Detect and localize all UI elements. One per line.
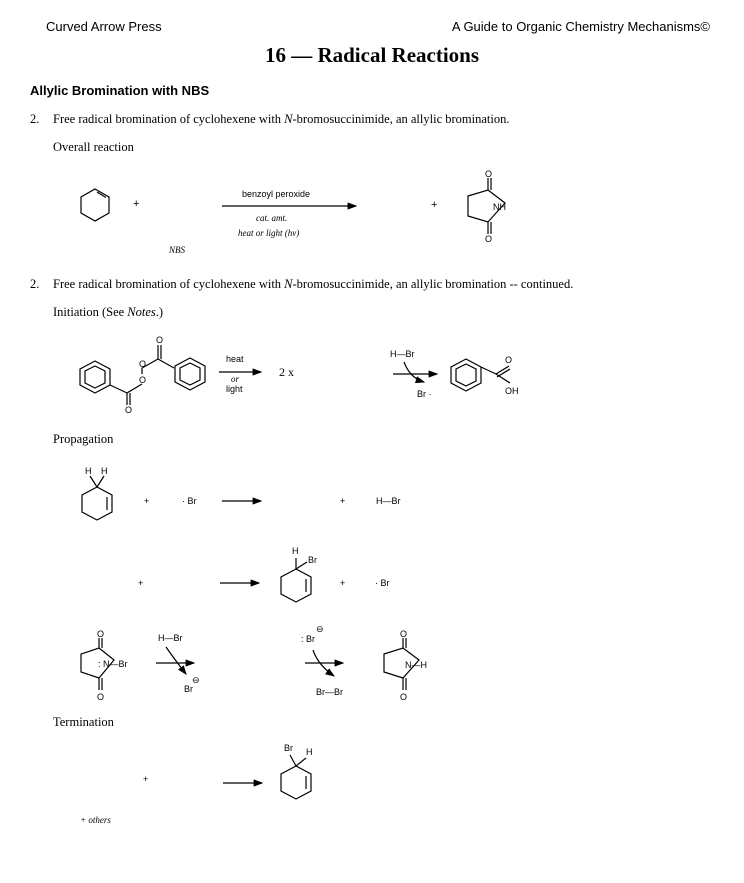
- atom-br: Br: [284, 743, 293, 753]
- cyclohexene-structure: [81, 189, 109, 221]
- benzoic-acid-structure: [451, 359, 510, 391]
- atom-o: O: [485, 234, 493, 244]
- atom-h: H: [85, 466, 92, 476]
- problem-1-text-italic: N: [284, 112, 293, 126]
- problem-1-text-b: -bromosuccinimide, an allylic bromination.: [292, 112, 510, 126]
- br-anion: : Br: [301, 634, 316, 644]
- problem-2-text-b: -bromosuccinimide, an allylic bromination -- continued.: [292, 277, 574, 291]
- initiation-text-a: Initiation (See: [53, 305, 128, 319]
- plus-sign: +: [143, 774, 149, 784]
- atom-o: O: [97, 692, 105, 702]
- atom-o: O: [97, 629, 105, 639]
- nbs-label: NBS: [169, 245, 186, 255]
- propagation-heading: Propagation: [53, 432, 114, 446]
- or-label: or: [231, 374, 240, 384]
- atom-o: O: [400, 692, 408, 702]
- hbr-label: H—Br: [390, 349, 415, 359]
- header-book-title: A Guide to Organic Chemistry Mechanisms©: [451, 19, 710, 34]
- plus-sign: +: [340, 496, 346, 506]
- initiation-text-b: .): [155, 305, 164, 319]
- atom-o: O: [400, 629, 408, 639]
- plus-sign: +: [340, 578, 346, 588]
- bromocyclohexene-structure: [281, 558, 311, 602]
- br-radical: Br ·: [417, 389, 432, 399]
- br-radical: · Br: [375, 578, 390, 588]
- minus-charge: ⊖: [316, 624, 324, 634]
- plus-sign: +: [133, 198, 140, 210]
- hbr-label: H—Br: [158, 633, 183, 643]
- atom-br: Br: [184, 684, 193, 694]
- termination-heading: Termination: [53, 715, 114, 729]
- minus-charge: ⊖: [192, 675, 200, 685]
- atom-o: O: [485, 169, 493, 179]
- atom-o: O: [139, 359, 147, 369]
- atom-oh: OH: [505, 386, 519, 396]
- section-title: Allylic Bromination with NBS: [30, 83, 210, 98]
- atom-nh: NH: [493, 202, 506, 212]
- atom-o: O: [139, 375, 147, 385]
- atom-o: O: [125, 405, 133, 415]
- problem-1-text-a: Free radical bromination of cyclohexene with: [53, 112, 285, 126]
- problem-2-text-a: Free radical bromination of cyclohexene with: [53, 277, 285, 291]
- plus-sign: +: [138, 578, 144, 588]
- light-label: light: [226, 384, 243, 394]
- plus-sign: +: [144, 496, 150, 506]
- hbr-label: H—Br: [376, 496, 401, 506]
- curved-arrow-2: [166, 647, 186, 674]
- atom-h: H: [306, 747, 313, 757]
- reagent-heat-light: heat or light (hν): [238, 228, 300, 238]
- atom-o: O: [505, 355, 513, 365]
- problem-2-number: 2.: [30, 277, 40, 291]
- two-x-label: 2 x: [279, 365, 294, 379]
- curved-arrow: [404, 362, 424, 382]
- cyclohexene-structure-2: [82, 476, 112, 520]
- atom-h: H: [292, 546, 299, 556]
- initiation-notes: Notes: [127, 305, 156, 319]
- problem-1-number: 2.: [30, 112, 40, 126]
- problem-2-text-italic: N: [284, 277, 293, 291]
- n-br-label: : N—Br: [98, 659, 128, 669]
- atom-h: H: [101, 466, 108, 476]
- atom-br: Br: [308, 555, 317, 565]
- reagent-benzoyl-peroxide: benzoyl peroxide: [242, 189, 311, 199]
- reagent-catalytic: cat. amt.: [256, 213, 288, 223]
- bromocyclohexene-structure-2: [281, 755, 311, 799]
- others-label: + others: [80, 815, 111, 825]
- atom-o: O: [156, 335, 164, 345]
- n-h-label: N—H: [405, 660, 427, 670]
- page-title: 16 — Radical Reactions: [264, 43, 480, 67]
- br-radical: · Br: [182, 496, 197, 506]
- br-br-label: Br—Br: [316, 687, 343, 697]
- heat-label: heat: [226, 354, 244, 364]
- header-publisher: Curved Arrow Press: [46, 19, 162, 34]
- overall-reaction-heading: Overall reaction: [53, 140, 134, 154]
- plus-sign: +: [431, 199, 438, 211]
